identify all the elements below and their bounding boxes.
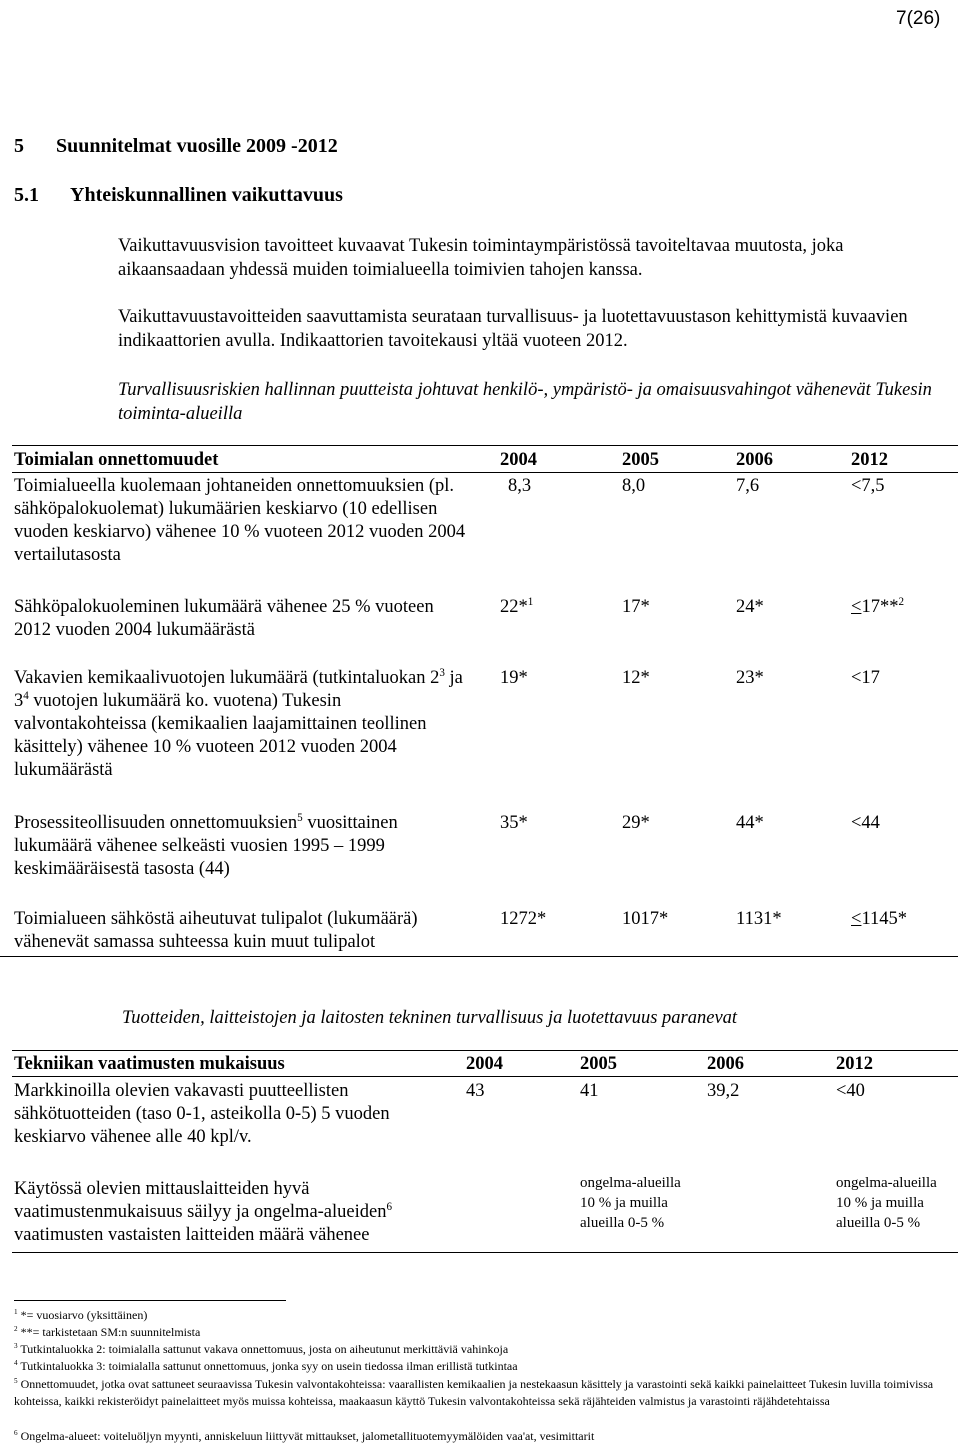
table1-header-2004: 2004 — [500, 450, 537, 470]
footnote-5 — [14, 1376, 950, 1410]
table1-row3-label-b: ja 3 — [14, 668, 463, 711]
footnote-ref-3: 3 — [439, 666, 445, 679]
table2-bottom-rule — [12, 1252, 958, 1253]
footnote-6-text: Ongelma-alueet: voiteluöljyn myynti, anniskeluun liittyvät mittaukset, jalometallituotemyymälöiden vaa'at, vesimittarit — [20, 1429, 595, 1443]
footnote-separator — [14, 1300, 286, 1301]
section-title: Suunnitelmat vuosille 2009 -2012 — [56, 135, 338, 157]
footnote-ref-2: 2 — [898, 595, 904, 608]
less-equal-sign: < — [851, 597, 862, 617]
table1-row3-label — [14, 667, 472, 782]
table2-row1-2005: 41 — [580, 1081, 599, 1101]
table2-header-2012: 2012 — [836, 1054, 873, 1074]
table1-row2-2004 — [500, 596, 533, 619]
table2-row1-label: Markkinoilla olevien vakavasti puutteellisten sähkötuotteiden (taso 0-1, asteikolla 0-5) 5 vuoden keskiarvo vähenee alle 40 kpl/v. — [14, 1081, 390, 1147]
goal-1-caption: Turvallisuusriskien hallinnan puutteista johtuvat henkilö-, ympäristö- ja omaisuusvahingot vähenevät Tukesin toiminta-alueilla — [118, 380, 932, 424]
table1-row3-label-c: vuotojen lukumäärä ko. vuotena) Tukesin valvontakohteissa (kemikaalien laajamittainen teollinen käsittely) vähenee 10 % vuoteen 2012 vuoden 2004 lukumäärästä — [14, 691, 427, 780]
footnote-4 — [14, 1358, 518, 1375]
table1-row3-2005: 12* — [622, 668, 650, 688]
section-number: 5 — [14, 135, 24, 157]
table1-row2-2004-value: 22* — [500, 597, 528, 617]
footnote-1-text: *= vuosiarvo (yksittäinen) — [20, 1308, 148, 1322]
table1-row2-2012-value: 17** — [861, 597, 899, 617]
table1-row4-label — [14, 812, 464, 881]
table1-row3-label-a: Vakavien kemikaalivuotojen lukumäärä (tutkintaluokan 2 — [14, 668, 440, 688]
table1-row4-2005: 29* — [622, 813, 650, 833]
footnote-2 — [14, 1324, 200, 1341]
table1-row3-2006: 23* — [736, 668, 764, 688]
footnote-2-text: **= tarkistetaan SM:n suunnitelmista — [20, 1325, 201, 1339]
table2-row2-label — [14, 1178, 442, 1247]
table1-row4-2004: 35* — [500, 813, 528, 833]
table2-header-2006: 2006 — [707, 1054, 744, 1074]
table1-row2-2006: 24* — [736, 597, 764, 617]
table1-bottom-rule — [0, 956, 958, 957]
table1-header-2012: 2012 — [851, 450, 888, 470]
table1-row5-2005: 1017* — [622, 909, 669, 929]
footnote-3 — [14, 1341, 508, 1358]
footnote-3-text: Tutkintaluokka 2: toimialalla sattunut vakava onnettomuus, josta on aiheutunut merkittäviä vahinkoja — [20, 1342, 509, 1356]
table2-header-2005: 2005 — [580, 1054, 617, 1074]
footnote-3-marker: 3 — [14, 1342, 18, 1350]
table1-row1-label: Toimialueella kuolemaan johtaneiden onnettomuuksien (pl. sähköpalokuolemat) lukumäärien keskiarvo (10 edellisen vuoden keskiarvo) vähenee 10 % vuoteen 2012 vuoden 2004 vertailutasosta — [14, 476, 466, 565]
table1-row1-2012: <7,5 — [851, 476, 885, 496]
footnote-4-text: Tutkintaluokka 3: toimialalla sattunut onnettomuus, jonka syy on usein tiedossa ilman erillistä tutkintaa — [20, 1359, 518, 1373]
table1-row4-2006: 44* — [736, 813, 764, 833]
table1-header-label: Toimialan onnettomuudet — [14, 450, 219, 470]
subsection-title: Yhteiskunnallinen vaikuttavuus — [70, 184, 343, 206]
footnote-2-marker: 2 — [14, 1325, 18, 1333]
footnote-6-marker: 6 — [14, 1429, 18, 1437]
table1-row4-2012: <44 — [851, 813, 880, 833]
table1-row5-2006: 1131* — [736, 909, 782, 929]
table1-header-rule — [12, 472, 958, 473]
table1-header-2006: 2006 — [736, 450, 773, 470]
table1-top-rule — [12, 445, 958, 446]
table1-row2-label: Sähköpalokuoleminen lukumäärä vähenee 25 % vuoteen 2012 vuoden 2004 lukumäärästä — [14, 597, 434, 640]
footnote-ref-5: 5 — [297, 811, 303, 824]
table2-row1-2004: 43 — [466, 1081, 485, 1101]
subsection-number: 5.1 — [14, 184, 39, 206]
goal-2-caption: Tuotteiden, laitteistojen ja laitosten tekninen turvallisuus ja luotettavuus paranevat — [122, 1008, 738, 1028]
table2-row1-2006: 39,2 — [707, 1081, 740, 1101]
table1-row1-2006: 7,6 — [736, 476, 760, 496]
table2-row1-2012: <40 — [836, 1081, 865, 1101]
footnote-5-marker: 5 — [14, 1377, 18, 1385]
footnote-5-text: Onnettomuudet, jotka ovat sattuneet seuraavissa Tukesin valvontakohteissa: vaarallisten kemikaalien ja nestekaasun käsittely ja varastointi sekä kaikki painelaitteet Tukesin luvilla toimivissa kohteissa, kaikki rekisteröidyt painelaitteet myös muissa kohteissa, maakaasun käyttö Tukesin valvontakohteissa sekä räjähteiden valmistus ja varastointi räjähdetehtaissa — [14, 1377, 934, 1408]
table2-row2-label-a: Käytössä olevien mittauslaitteiden hyvä vaatimustenmukaisuus säilyy ja ongelma-alueiden — [14, 1179, 387, 1222]
footnote-ref-4: 4 — [23, 689, 29, 702]
footnote-6 — [14, 1428, 594, 1445]
table2-header-rule — [12, 1076, 958, 1077]
table1-row5-2004: 1272* — [500, 909, 547, 929]
table2-row2-2005: ongelma-alueilla 10 % ja muilla alueilla 0-5 % — [580, 1175, 681, 1231]
table2-row2-2012: ongelma-alueilla 10 % ja muilla alueilla 0-5 % — [836, 1175, 937, 1231]
paragraph-1: Vaikuttavuusvision tavoitteet kuvaavat Tukesin toimintaympäristössä tavoiteltavaa muutosta, joka aikaansaadaan yhdessä muiden toimialueella toimivien tahojen kanssa. — [118, 236, 844, 280]
paragraph-2: Vaikuttavuustavoitteiden saavuttamista seurataan turvallisuus- ja luotettavuustason kehittymistä kuvaavien indikaattorien avulla. Indikaattorien tavoitekausi yltää vuoteen 2012. — [118, 307, 908, 351]
table2-top-rule — [12, 1050, 958, 1051]
table1-row1-2004: 8,3 — [508, 476, 532, 496]
table1-row1-2005: 8,0 — [622, 476, 646, 496]
table1-row4-label-b: vuosittainen lukumäärä vähenee selkeästi vuosien 1995 – 1999 keskimääräisestä tasosta (44) — [14, 813, 398, 879]
table1-header-2005: 2005 — [622, 450, 659, 470]
table1-row2-2005: 17* — [622, 597, 650, 617]
table1-row5-2012 — [851, 908, 907, 931]
table1-row3-2004: 19* — [500, 668, 528, 688]
table1-row5-label: Toimialueen sähköstä aiheutuvat tulipalot (lukumäärä) vähenevät samassa suhteessa kuin muut tulipalot — [14, 909, 418, 952]
footnote-4-marker: 4 — [14, 1359, 18, 1367]
table1-row4-label-a: Prosessiteollisuuden onnettomuuksien — [14, 813, 298, 833]
table1-row2-2012 — [851, 596, 904, 619]
table1-row5-2012-value: 1145* — [861, 909, 908, 929]
footnote-ref-6: 6 — [386, 1200, 393, 1213]
page-number: 7(26) — [896, 8, 941, 29]
table2-header-label: Tekniikan vaatimusten mukaisuus — [14, 1054, 285, 1074]
table1-row3-2012: <17 — [851, 668, 880, 688]
table2-row2-label-b: vaatimusten vastaisten laitteiden määrä vähenee — [14, 1225, 370, 1245]
footnote-ref-1: 1 — [527, 595, 534, 608]
footnote-1-marker: 1 — [14, 1308, 18, 1316]
footnote-1 — [14, 1307, 147, 1324]
less-equal-sign: < — [851, 909, 862, 929]
table2-header-2004: 2004 — [466, 1054, 503, 1074]
